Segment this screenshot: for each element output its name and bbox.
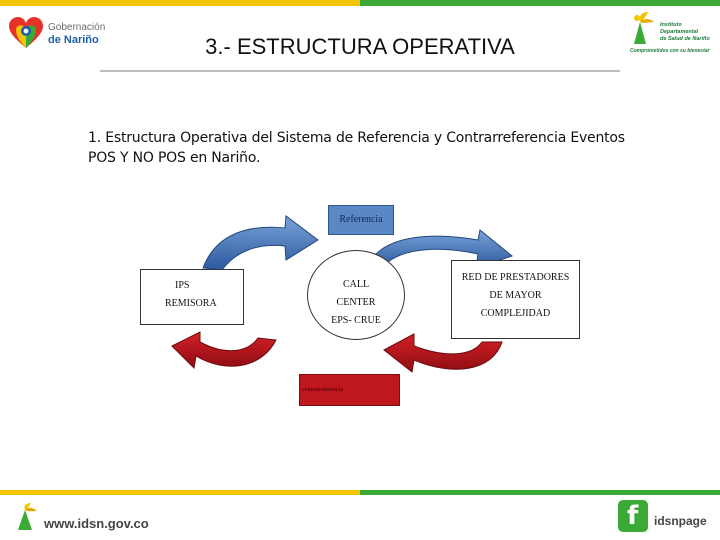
red-line2: DE MAYOR bbox=[489, 290, 542, 301]
red-line3: COMPLEJIDAD bbox=[480, 308, 551, 319]
website-link[interactable]: www.idsn.gov.co bbox=[44, 516, 149, 531]
logo-right-line1: Instituto bbox=[660, 22, 682, 28]
facebook-icon[interactable]: f bbox=[618, 500, 648, 532]
bottom-bar-yellow bbox=[0, 490, 360, 495]
ips-line2: REMISORA bbox=[165, 298, 217, 309]
arrow-call-to-ips bbox=[172, 332, 276, 368]
call-line1: CALL bbox=[342, 279, 370, 290]
referencia-box: Referencia bbox=[328, 205, 394, 235]
ips-line1: IPS bbox=[175, 280, 190, 291]
arrow-red-to-call bbox=[384, 334, 502, 372]
contrarreferencia-box: contrarreferencia bbox=[299, 374, 400, 406]
call-line3: EPS- CRUE bbox=[331, 315, 381, 326]
call-line2: CENTER bbox=[336, 297, 376, 308]
footer-social[interactable] bbox=[618, 500, 718, 534]
idsn-emblem-small-icon bbox=[12, 502, 42, 532]
ips-remisora-box bbox=[140, 269, 244, 325]
logo-right-tagline: Comprometidos con su bienestar bbox=[630, 48, 710, 54]
bottom-bar-green bbox=[360, 490, 720, 495]
footer-website[interactable] bbox=[12, 502, 152, 532]
logo-left-line2: de Nariño bbox=[48, 34, 99, 46]
logo-left-line1: Gobernación bbox=[48, 22, 106, 33]
logo-right-line3: de Salud de Nariño bbox=[660, 36, 710, 42]
logo-right-line2: Departamental bbox=[660, 29, 699, 35]
social-handle[interactable]: idsnpage bbox=[654, 514, 707, 528]
red-line1: RED DE PRESTADORES bbox=[461, 272, 570, 283]
red-prestadores-box bbox=[451, 260, 580, 339]
call-center-ellipse bbox=[307, 250, 405, 340]
page-title: 3.- ESTRUCTURA OPERATIVA bbox=[205, 34, 515, 59]
intro-text: 1. Estructura Operativa del Sistema de Referencia y Contrarreferencia Eventos POS Y NO POS en Nariño. bbox=[88, 130, 625, 166]
arrow-ips-to-call bbox=[203, 216, 318, 270]
